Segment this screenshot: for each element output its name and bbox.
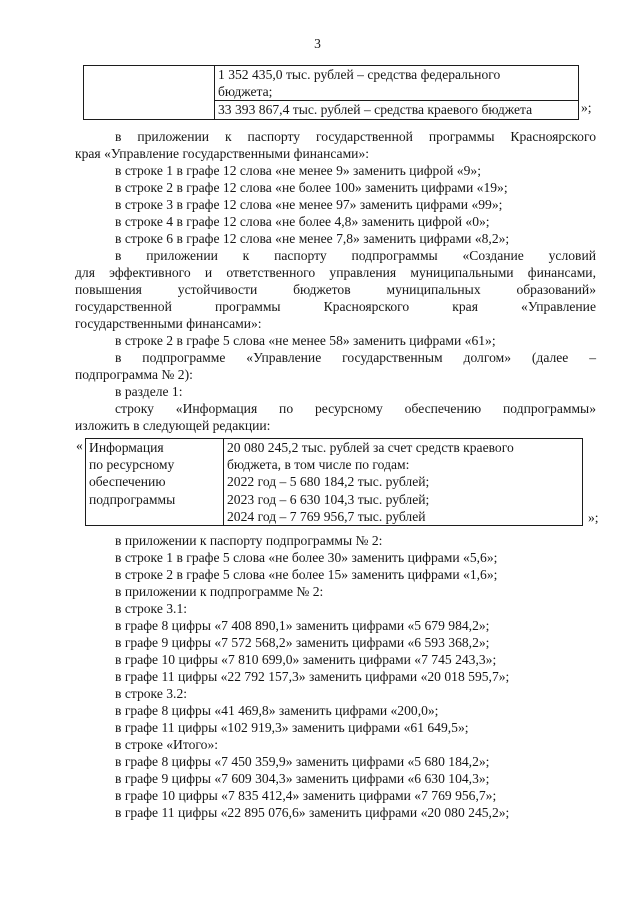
text-line: повышения устойчивости бюджетов муниципальных образований» — [75, 282, 596, 297]
table-cell-line: бюджета; — [215, 83, 578, 101]
text-line: в строке 3.2: — [115, 686, 188, 701]
text-line: государственными финансами»: — [75, 316, 262, 331]
table-right-cell — [224, 439, 583, 526]
table-cell-line: бюджета, в том числе по годам: — [227, 457, 410, 473]
text-line: в разделе 1: — [115, 384, 183, 399]
text-line: в графе 11 цифры «22 792 157,3» заменить цифрами «20 018 595,7»; — [115, 669, 510, 684]
text-line: в строке 1 в графе 5 слова «не более 30» заменить цифрами «5,6»; — [115, 550, 498, 565]
closing-quote: »; — [581, 100, 592, 115]
funding-table-top — [83, 65, 579, 120]
page-number: 3 — [314, 36, 321, 51]
table-cell-line: 2023 год – 6 630 104,3 тыс. рублей; — [227, 491, 430, 507]
text-line: для эффективного и ответственного управления муниципальными финансами, — [75, 265, 596, 280]
table-cell-line: по ресурсному — [89, 457, 175, 473]
text-line: в приложении к паспорту государственной программы Красноярского — [115, 129, 596, 144]
text-line: края «Управление государственными финансами»: — [75, 146, 370, 161]
opening-quote: « — [76, 438, 83, 453]
text-line: в строке 4 в графе 12 слова «не более 4,8» заменить цифрой «0»; — [115, 214, 490, 229]
table-cell-line: 1 352 435,0 тыс. рублей – средства федерального — [218, 67, 501, 82]
text-line: в графе 11 цифры «102 919,3» заменить цифрами «61 649,5»; — [115, 720, 469, 735]
text-line: в графе 8 цифры «7 408 890,1» заменить цифрами «5 679 984,2»; — [115, 618, 490, 633]
text-line: изложить в следующей редакции: — [75, 418, 271, 433]
table-cell-line: 2022 год – 5 680 184,2 тыс. рублей; — [227, 474, 430, 490]
text-line: в строке 2 в графе 12 слова «не более 100» заменить цифрами «19»; — [115, 180, 508, 195]
text-line: подпрограмма № 2): — [75, 367, 193, 382]
table-cell-line: 2024 год – 7 769 956,7 тыс. рублей — [227, 508, 426, 524]
table-right-cell — [215, 66, 579, 120]
text-line: в графе 10 цифры «7 835 412,4» заменить цифрами «7 769 956,7»; — [115, 788, 497, 803]
table-cell-line: 33 393 867,4 тыс. рублей – средства краевого бюджета — [218, 102, 533, 118]
table-cell-line: 20 080 245,2 тыс. рублей за счет средств краевого — [227, 440, 514, 455]
text-line: в строке 3.1: — [115, 601, 188, 616]
text-line: в графе 8 цифры «41 469,8» заменить цифрами «200,0»; — [115, 703, 439, 718]
table-left-cell — [84, 66, 215, 120]
text-line: в графе 9 цифры «7 572 568,2» заменить цифрами «6 593 368,2»; — [115, 635, 490, 650]
text-line: в графе 8 цифры «7 450 359,9» заменить цифрами «5 680 184,2»; — [115, 754, 490, 769]
text-line: в графе 11 цифры «22 895 076,6» заменить цифрами «20 080 245,2»; — [115, 805, 510, 820]
text-line: в графе 10 цифры «7 810 699,0» заменить цифрами «7 745 243,3»; — [115, 652, 497, 667]
table-cell-line: подпрограммы — [89, 491, 176, 507]
text-line: строку «Информация по ресурсному обеспечению подпрограммы» — [115, 401, 596, 416]
text-line: в приложении к паспорту подпрограммы «Создание условий — [115, 248, 596, 263]
text-line: в приложении к паспорту подпрограммы № 2: — [115, 533, 383, 548]
text-line: в подпрограмме «Управление государственным долгом» (далее – — [115, 350, 596, 365]
resource-info-table — [85, 438, 583, 526]
text-line: государственной программы Красноярского края «Управление — [75, 299, 596, 314]
table-left-cell — [86, 439, 224, 526]
text-line: в строке 2 в графе 5 слова «не более 15» заменить цифрами «1,6»; — [115, 567, 498, 582]
text-line: в строке 3 в графе 12 слова «не менее 97» заменить цифрами «99»; — [115, 197, 503, 212]
closing-quote: »; — [588, 510, 599, 525]
table-cell-line: обеспечению — [89, 474, 166, 490]
text-line: в строке 6 в графе 12 слова «не менее 7,8» заменить цифрами «8,2»; — [115, 231, 510, 246]
text-line: в приложении к подпрограмме № 2: — [115, 584, 324, 599]
text-line: в строке «Итого»: — [115, 737, 219, 752]
text-line: в строке 1 в графе 12 слова «не менее 9» заменить цифрой «9»; — [115, 163, 481, 178]
table-cell-line: Информация — [89, 440, 164, 455]
text-line: в строке 2 в графе 5 слова «не менее 58» заменить цифрами «61»; — [115, 333, 496, 348]
text-line: в графе 9 цифры «7 609 304,3» заменить цифрами «6 630 104,3»; — [115, 771, 490, 786]
